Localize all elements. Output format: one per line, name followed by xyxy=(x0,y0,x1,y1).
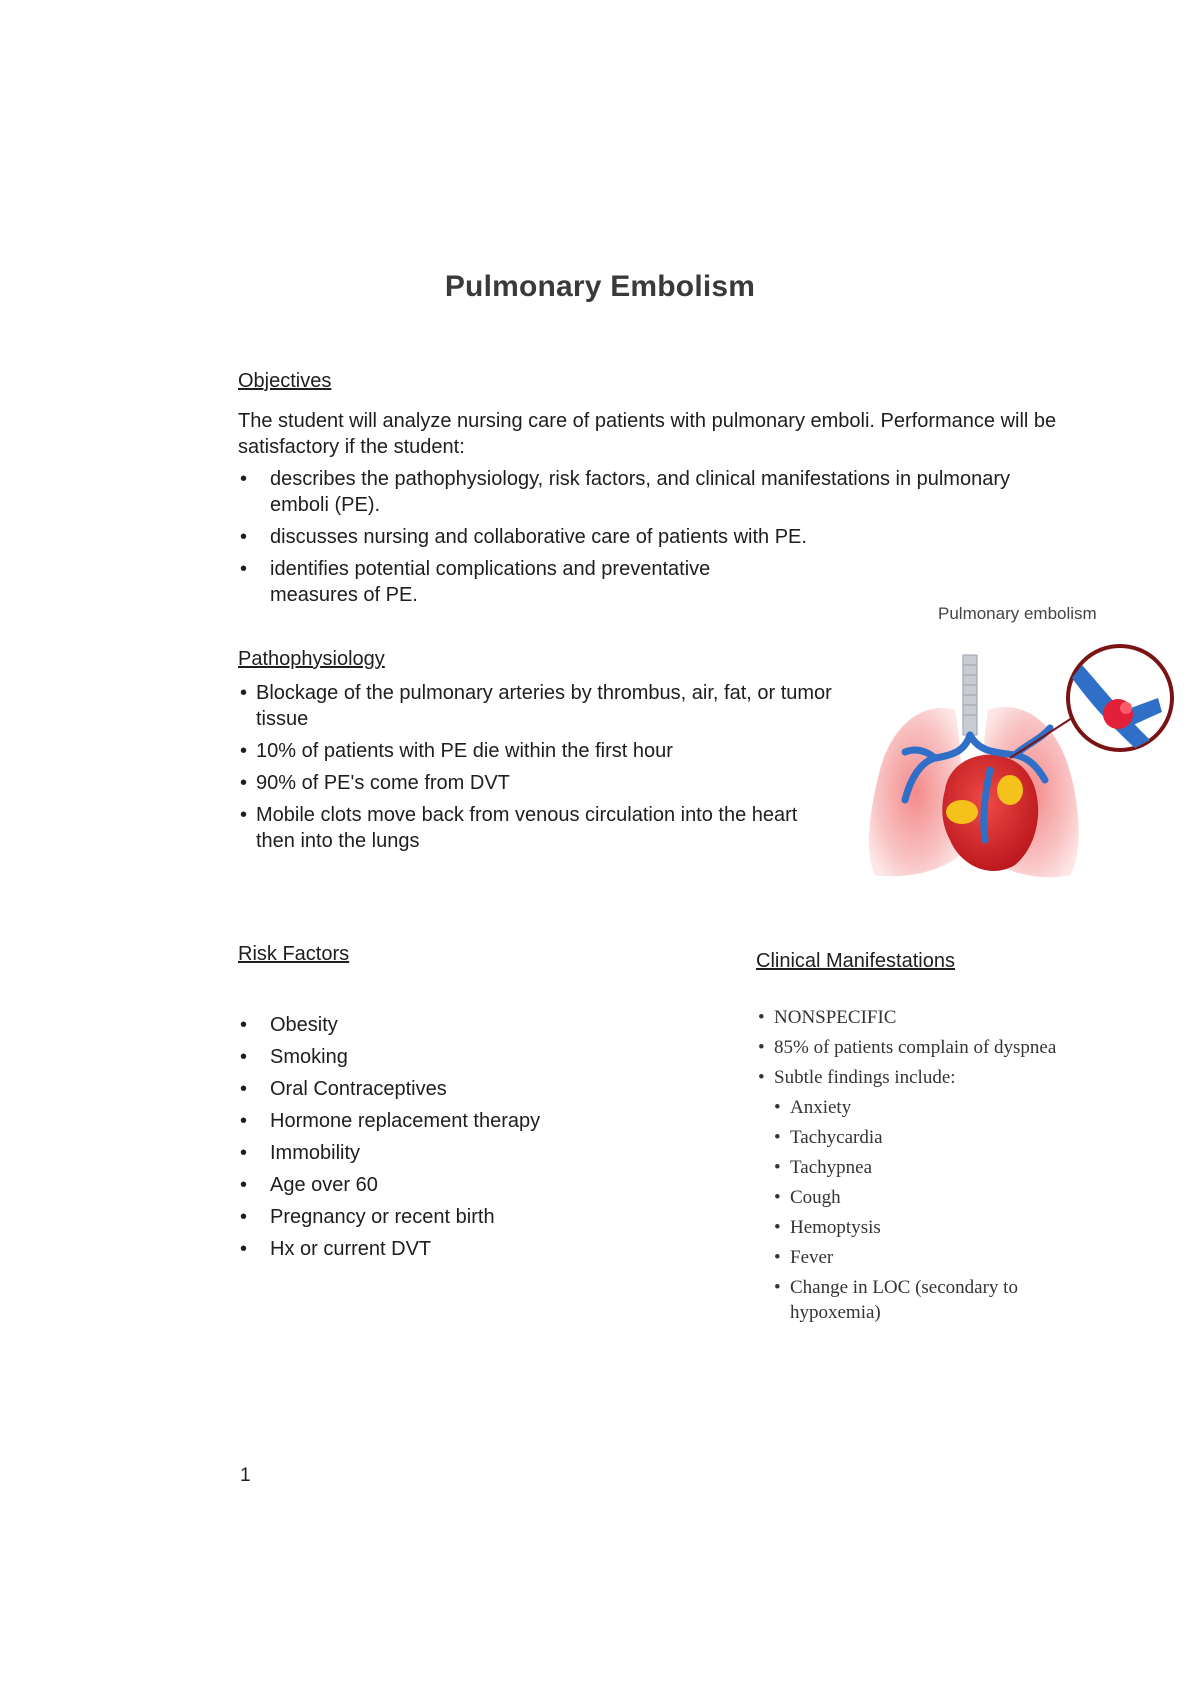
list-item: • Anxiety xyxy=(772,1095,1066,1120)
list-item: • Oral Contraceptives xyxy=(238,1076,688,1102)
page-number: 1 xyxy=(240,1465,251,1486)
list-item: • Hemoptysis xyxy=(772,1215,1066,1240)
list-item: • Subtle findings include: xyxy=(756,1065,1066,1090)
clinical-manifestations-list xyxy=(756,1005,1066,1330)
list-item: • Pregnancy or recent birth xyxy=(238,1204,688,1230)
list-item: • 85% of patients complain of dyspnea xyxy=(756,1035,1066,1060)
clinical-manifestations-heading: Clinical Manifestations xyxy=(756,950,955,972)
list-item: • 90% of PE's come from DVT xyxy=(238,770,838,796)
list-item: • discusses nursing and collaborative care of patients with PE. xyxy=(238,524,1018,550)
list-item: • Change in LOC (secondary to hypoxemia) xyxy=(772,1275,1066,1325)
risk-factors-heading: Risk Factors xyxy=(238,943,350,965)
objectives-heading: Objectives xyxy=(238,370,332,392)
pathophysiology-heading: Pathophysiology xyxy=(238,648,385,670)
list-item: • Obesity xyxy=(238,1012,688,1038)
illustration-caption: Pulmonary embolism xyxy=(938,604,1097,623)
list-item: • Cough xyxy=(772,1185,1066,1210)
lungs-heart-embolism-illustration-icon xyxy=(850,640,1180,885)
list-item: • NONSPECIFIC xyxy=(756,1005,1066,1030)
pathophysiology-list xyxy=(238,680,838,860)
list-item: • Immobility xyxy=(238,1140,688,1166)
list-item: • Hormone replacement therapy xyxy=(238,1108,688,1134)
list-item: • Hx or current DVT xyxy=(238,1236,688,1262)
list-item: • Smoking xyxy=(238,1044,688,1070)
list-item: • identifies potential complications and preventative measures of PE. xyxy=(238,556,760,608)
list-item: • Age over 60 xyxy=(238,1172,688,1198)
page-title: Pulmonary Embolism xyxy=(444,270,756,303)
risk-factors-list xyxy=(238,1012,688,1268)
objectives-intro: The student will analyze nursing care of patients with pulmonary emboli. Performance will be satisfactory if the student: xyxy=(238,410,1057,458)
objectives-list xyxy=(238,466,1018,614)
list-item: • Tachycardia xyxy=(772,1125,1066,1150)
list-item: • Fever xyxy=(772,1245,1066,1270)
list-item: • Mobile clots move back from venous circulation into the heart then into the lungs xyxy=(238,802,838,854)
list-item: • describes the pathophysiology, risk factors, and clinical manifestations in pulmonary emboli (PE). xyxy=(238,466,1018,518)
list-item: • Blockage of the pulmonary arteries by thrombus, air, fat, or tumor tissue xyxy=(238,680,838,732)
list-item: • 10% of patients with PE die within the first hour xyxy=(238,738,838,764)
list-item: • Tachypnea xyxy=(772,1155,1066,1180)
